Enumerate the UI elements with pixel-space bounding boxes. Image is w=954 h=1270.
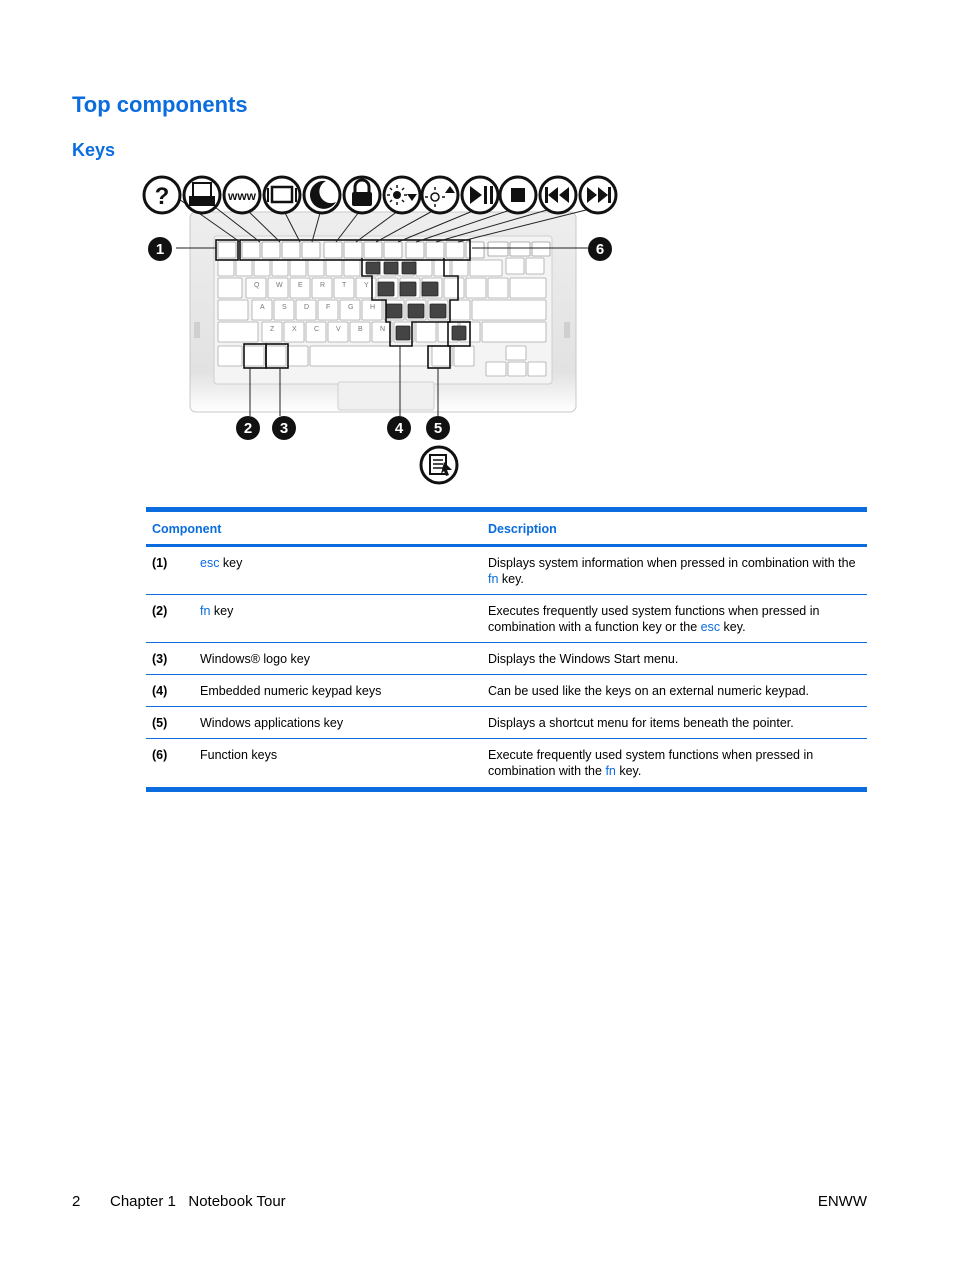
row-number: (4) xyxy=(146,675,194,707)
component-description: Executes frequently used system functions when pressed in combination with a function key or the esc key. xyxy=(482,595,867,643)
svg-text:Z: Z xyxy=(270,326,275,333)
component-description: Execute frequently used system functions when pressed in combination with the fn key. xyxy=(488,748,814,778)
asdf-key-row xyxy=(218,300,546,320)
svg-text:S: S xyxy=(282,304,287,311)
svg-text:F: F xyxy=(326,304,331,311)
svg-text:4: 4 xyxy=(394,420,404,437)
svg-text:6: 6 xyxy=(595,241,605,258)
callout-1 xyxy=(148,237,172,261)
svg-text:2: 2 xyxy=(243,420,253,437)
svg-text:Y: Y xyxy=(364,282,369,289)
svg-text:B: B xyxy=(358,326,363,333)
svg-text:N: N xyxy=(380,326,386,333)
keyword: esc xyxy=(200,556,220,570)
keyword: fn xyxy=(605,764,616,778)
svg-text:R: R xyxy=(320,282,326,289)
brightness-up-icon xyxy=(422,177,458,213)
svg-text:3: 3 xyxy=(279,420,289,437)
function-icons xyxy=(144,177,616,213)
table-row xyxy=(146,707,867,739)
component-name: Windows applications key xyxy=(194,707,482,739)
svg-text:C: C xyxy=(314,326,320,333)
row-number: (6) xyxy=(152,748,168,762)
print-icon xyxy=(184,177,220,213)
sleep-icon xyxy=(304,177,340,213)
help-icon xyxy=(144,177,180,213)
svg-text:D: D xyxy=(304,304,310,311)
svg-text:5: 5 xyxy=(433,420,443,437)
svg-text:V: V xyxy=(336,326,341,333)
svg-text:?: ? xyxy=(154,183,170,210)
next-track-icon xyxy=(580,177,616,213)
component-description: Displays a shortcut menu for items beneath the pointer. xyxy=(482,707,867,739)
keyboard-figure xyxy=(140,170,640,490)
row-number: (3) xyxy=(146,643,194,675)
keyword: esc xyxy=(700,620,721,634)
table-row xyxy=(146,595,867,643)
stop-icon xyxy=(500,177,536,213)
chapter-title: Chapter 1 Notebook Tour xyxy=(110,1193,286,1210)
callout-5 xyxy=(426,416,450,440)
applications-menu-icon xyxy=(421,447,457,483)
lock-icon xyxy=(344,177,380,213)
page-number: 2 xyxy=(72,1193,81,1210)
function-key-row xyxy=(218,242,550,258)
svg-text:W: W xyxy=(276,282,283,289)
section-title: Keys xyxy=(72,140,116,160)
component-name: Windows® logo key xyxy=(194,643,482,675)
table-header-row xyxy=(146,510,867,546)
document-code: ENWW xyxy=(817,1193,867,1210)
play-pause-icon xyxy=(462,177,498,213)
column-header-component: Component xyxy=(146,510,482,546)
table-row xyxy=(146,643,867,675)
components-table xyxy=(146,507,867,792)
row-number: (5) xyxy=(146,707,194,739)
previous-track-icon xyxy=(540,177,576,213)
component-name: Embedded numeric keypad keys xyxy=(194,675,482,707)
column-header-description: Description xyxy=(482,510,867,546)
callout-6 xyxy=(588,237,612,261)
svg-text:A: A xyxy=(260,304,265,311)
svg-text:www: www xyxy=(227,189,257,203)
callout-3 xyxy=(272,416,296,440)
svg-text:E: E xyxy=(298,282,303,289)
keyword: fn xyxy=(200,604,211,618)
component-name: Function keys xyxy=(200,748,278,762)
table-row xyxy=(146,546,867,595)
svg-text:G: G xyxy=(348,304,354,311)
component-name: fn key xyxy=(194,595,482,643)
svg-text:T: T xyxy=(342,282,347,289)
svg-text:X: X xyxy=(292,326,297,333)
keyword: fn xyxy=(488,572,499,586)
row-number: (1) xyxy=(146,546,194,595)
component-description: Displays system information when pressed in combination with the fn key. xyxy=(482,546,867,595)
table-row xyxy=(146,739,867,790)
callout-2 xyxy=(236,416,260,440)
brightness-down-icon xyxy=(384,177,420,213)
svg-text:Q: Q xyxy=(254,282,260,289)
svg-text:H: H xyxy=(370,304,376,311)
component-description: Displays the Windows Start menu. xyxy=(482,643,867,675)
row-number: (2) xyxy=(146,595,194,643)
component-description: Can be used like the keys on an external numeric keypad. xyxy=(482,675,867,707)
component-name: esc key xyxy=(194,546,482,595)
svg-text:1: 1 xyxy=(155,241,165,258)
page-title: Top components xyxy=(72,92,248,117)
callout-4 xyxy=(387,416,411,440)
www-icon xyxy=(224,177,260,213)
table-row xyxy=(146,675,867,707)
display-switch-icon xyxy=(264,177,300,213)
